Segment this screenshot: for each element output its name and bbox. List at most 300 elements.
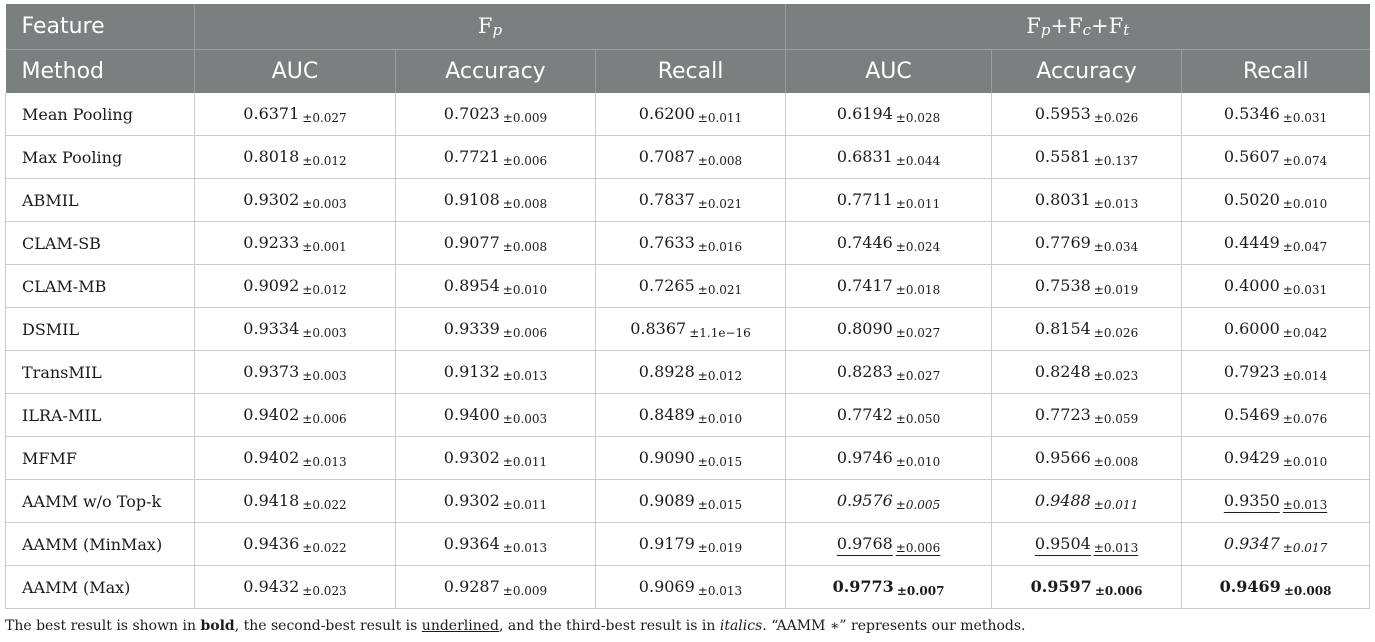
metric-value: 0.7087 xyxy=(638,146,695,166)
metric-cell xyxy=(596,222,786,265)
group-header-combined-c-sub: c xyxy=(1082,21,1092,39)
metric-value-group xyxy=(444,405,547,424)
table-row xyxy=(6,308,1370,351)
metric-std: ±0.016 xyxy=(697,239,743,254)
metric-std: ±0.010 xyxy=(895,454,941,469)
metric-value-group xyxy=(1220,577,1332,596)
metric-value: 0.9400 xyxy=(443,404,500,424)
metric-std: ±0.013 xyxy=(1282,497,1328,512)
metric-std: ±0.050 xyxy=(895,411,941,426)
method-name-cell: MFMF xyxy=(6,437,195,480)
metric-value: 0.5346 xyxy=(1223,103,1280,123)
method-name-cell: AAMM (Max) xyxy=(6,566,195,609)
metric-value: 0.9334 xyxy=(243,318,300,338)
metric-value-group xyxy=(1224,104,1327,123)
metric-value-group xyxy=(837,534,940,553)
metric-std: ±0.074 xyxy=(1282,153,1328,168)
group-header-combined-c-base: F xyxy=(1068,14,1083,38)
metric-value: 0.8928 xyxy=(638,361,695,381)
table-row xyxy=(6,480,1370,523)
metric-std: ±0.023 xyxy=(302,583,347,598)
metric-std: ±0.010 xyxy=(697,411,743,426)
group-header-combined-t-sub: t xyxy=(1123,21,1130,39)
metric-value: 0.5020 xyxy=(1223,189,1280,209)
metric-std: ±0.015 xyxy=(697,497,743,512)
metric-std: ±0.013 xyxy=(1093,196,1139,211)
metric-value: 0.9436 xyxy=(243,533,300,553)
metric-std: ±0.014 xyxy=(1282,368,1328,383)
metric-value: 0.4000 xyxy=(1223,275,1280,295)
metric-value: 0.7023 xyxy=(443,103,500,123)
metric-value-group xyxy=(837,491,940,510)
metric-value-group xyxy=(837,448,940,467)
metric-std: ±0.010 xyxy=(1282,454,1328,469)
metric-value-group xyxy=(243,147,346,166)
metric-value-group xyxy=(444,448,547,467)
metric-value: 0.9488 xyxy=(1034,490,1091,510)
metric-value-group xyxy=(1035,319,1138,338)
metric-value-group xyxy=(837,319,940,338)
metric-value: 0.9418 xyxy=(243,490,300,510)
metric-cell xyxy=(992,265,1182,308)
metric-value: 0.9402 xyxy=(243,404,300,424)
metric-cell xyxy=(992,480,1182,523)
metric-value: 0.9402 xyxy=(243,447,300,467)
metric-cell xyxy=(596,566,786,609)
table-row xyxy=(6,222,1370,265)
footnote-text-4: . “AAMM ∗” represents our methods. xyxy=(762,618,1026,634)
metric-header-fp-accuracy: Accuracy xyxy=(396,50,596,94)
metric-std: ±0.011 xyxy=(502,454,548,469)
metric-cell xyxy=(596,351,786,394)
metric-cell xyxy=(396,265,596,308)
metric-std: ±0.010 xyxy=(1282,196,1328,211)
metric-value-group xyxy=(1035,448,1138,467)
metric-std: ±0.019 xyxy=(1093,282,1139,297)
table-row xyxy=(6,93,1370,136)
metric-cell xyxy=(195,265,396,308)
group-header-fp-sub: p xyxy=(492,21,503,39)
metric-header-combined-auc: AUC xyxy=(786,50,992,94)
metric-cell xyxy=(596,265,786,308)
metric-value-group xyxy=(1224,491,1327,510)
metric-std: ±0.012 xyxy=(302,282,347,297)
metric-std: ±0.003 xyxy=(302,325,347,340)
metric-cell xyxy=(786,222,992,265)
metric-cell xyxy=(195,308,396,351)
metric-value-group xyxy=(1035,362,1138,381)
metric-value-group xyxy=(639,147,742,166)
group-header-combined-p-sub: p xyxy=(1040,21,1051,39)
table-row xyxy=(6,523,1370,566)
metric-std: ±0.047 xyxy=(1282,239,1328,254)
metric-value-group xyxy=(639,233,742,252)
metric-value-group xyxy=(243,448,346,467)
metric-std: ±0.011 xyxy=(697,110,743,125)
metric-cell xyxy=(596,93,786,136)
metric-value: 0.9566 xyxy=(1034,447,1091,467)
method-name-cell: CLAM-SB xyxy=(6,222,195,265)
metric-std: ±0.007 xyxy=(896,583,945,598)
metric-value: 0.9350 xyxy=(1223,490,1280,510)
metric-std: ±0.011 xyxy=(502,497,548,512)
metric-value: 0.7633 xyxy=(638,232,695,252)
metric-value-group xyxy=(630,319,751,338)
table-header xyxy=(6,4,1370,93)
metric-value: 0.9179 xyxy=(638,533,695,553)
metric-value-group xyxy=(1035,147,1138,166)
metric-cell xyxy=(1182,136,1370,179)
metric-std: ±0.003 xyxy=(302,196,347,211)
metric-value-group xyxy=(1224,405,1327,424)
metric-value-group xyxy=(837,147,940,166)
metric-value-group xyxy=(639,276,742,295)
metric-cell xyxy=(596,394,786,437)
metric-value-group xyxy=(837,233,940,252)
metric-std: ±0.013 xyxy=(302,454,347,469)
table-row xyxy=(6,179,1370,222)
metric-std: ±0.027 xyxy=(302,110,347,125)
metric-cell xyxy=(596,437,786,480)
metric-value-group xyxy=(1224,190,1327,209)
metric-cell xyxy=(396,179,596,222)
metric-cell xyxy=(1182,394,1370,437)
metric-value-group xyxy=(1224,276,1327,295)
metric-value-group xyxy=(1224,319,1327,338)
metric-std: ±0.011 xyxy=(1093,497,1139,512)
metric-value-group xyxy=(837,405,940,424)
metric-std: ±0.044 xyxy=(895,153,941,168)
metric-value-group xyxy=(837,276,940,295)
metric-std: ±0.021 xyxy=(697,282,743,297)
metric-std: ±0.031 xyxy=(1282,110,1328,125)
metric-cell xyxy=(786,136,992,179)
metric-cell xyxy=(992,437,1182,480)
metric-value-group xyxy=(243,405,346,424)
metric-std: ±0.137 xyxy=(1093,153,1139,168)
metric-value-group xyxy=(1224,448,1327,467)
metric-std: ±0.013 xyxy=(697,583,743,598)
metric-std: ±0.059 xyxy=(1093,411,1139,426)
metric-value: 0.9108 xyxy=(443,189,500,209)
metric-cell xyxy=(596,523,786,566)
metric-std: ±0.008 xyxy=(697,153,743,168)
group-header-combined-plus-1: + xyxy=(1050,14,1069,38)
metric-std: ±0.003 xyxy=(302,368,347,383)
metric-std: ±0.023 xyxy=(1093,368,1139,383)
metric-value: 0.9432 xyxy=(243,576,300,596)
metric-cell xyxy=(195,523,396,566)
metric-cell xyxy=(786,179,992,222)
metric-value-group xyxy=(444,534,547,553)
table-row xyxy=(6,394,1370,437)
metric-cell xyxy=(1182,265,1370,308)
metric-value: 0.9077 xyxy=(443,232,500,252)
metric-value-group xyxy=(444,233,547,252)
metric-std: ±0.042 xyxy=(1282,325,1328,340)
metric-std: ±0.009 xyxy=(502,583,548,598)
metric-value-group xyxy=(833,577,945,596)
metric-value: 0.9233 xyxy=(243,232,300,252)
metric-cell xyxy=(992,351,1182,394)
metric-value-group xyxy=(243,577,346,596)
metric-value: 0.7446 xyxy=(836,232,893,252)
metric-cell xyxy=(992,394,1182,437)
metric-std: ±0.009 xyxy=(502,110,548,125)
footnote-text-2: , the second-best result is xyxy=(234,618,422,634)
metric-value-group xyxy=(243,233,346,252)
metric-value-group xyxy=(1224,362,1327,381)
table-body xyxy=(6,93,1370,609)
metric-cell xyxy=(396,222,596,265)
metric-value: 0.7721 xyxy=(443,146,500,166)
metric-std: ±0.013 xyxy=(502,368,548,383)
metric-value-group xyxy=(837,190,940,209)
metric-cell xyxy=(786,308,992,351)
metric-value: 0.9373 xyxy=(243,361,300,381)
metric-std: ±0.024 xyxy=(895,239,941,254)
metric-cell xyxy=(396,437,596,480)
method-name-cell: Max Pooling xyxy=(6,136,195,179)
metric-value: 0.6200 xyxy=(638,103,695,123)
metric-cell xyxy=(396,136,596,179)
metric-cell xyxy=(1182,179,1370,222)
metric-cell xyxy=(786,351,992,394)
metric-cell xyxy=(992,222,1182,265)
metric-cell xyxy=(992,523,1182,566)
metric-value-group xyxy=(444,147,547,166)
metric-value: 0.7711 xyxy=(836,189,893,209)
metric-std: ±0.008 xyxy=(502,196,548,211)
metric-cell xyxy=(596,308,786,351)
metric-value-group xyxy=(1035,233,1138,252)
metric-std: ±0.006 xyxy=(502,153,548,168)
metric-std: ±0.013 xyxy=(502,540,548,555)
metric-value: 0.8283 xyxy=(836,361,893,381)
method-name-cell: AAMM (MinMax) xyxy=(6,523,195,566)
metric-value-group xyxy=(444,319,547,338)
metric-cell xyxy=(786,265,992,308)
metric-value-group xyxy=(639,491,742,510)
metric-cell xyxy=(195,136,396,179)
metric-std: ±0.028 xyxy=(895,110,941,125)
metric-value-group xyxy=(1035,534,1138,553)
metric-cell xyxy=(992,308,1182,351)
method-name-cell: ILRA-MIL xyxy=(6,394,195,437)
group-header-fp-base: F xyxy=(477,14,493,38)
metric-std: ±0.006 xyxy=(1094,583,1143,598)
metric-value: 0.7769 xyxy=(1034,232,1091,252)
metric-std: ±1.1e−16 xyxy=(689,325,751,340)
group-header-combined-plus-2: + xyxy=(1091,14,1109,38)
metric-value-group xyxy=(639,362,742,381)
metric-header-fp-recall: Recall xyxy=(596,50,786,94)
method-name-cell: CLAM-MB xyxy=(6,265,195,308)
metric-value: 0.7742 xyxy=(836,404,893,424)
metric-std: ±0.018 xyxy=(895,282,941,297)
metric-value: 0.8154 xyxy=(1034,318,1091,338)
metric-cell xyxy=(396,308,596,351)
metric-value: 0.5607 xyxy=(1223,146,1280,166)
metric-cell xyxy=(195,351,396,394)
metric-value: 0.9287 xyxy=(443,576,500,596)
metric-value: 0.9768 xyxy=(836,533,893,553)
metric-value-group xyxy=(444,491,547,510)
results-table xyxy=(5,4,1370,609)
metric-cell xyxy=(992,136,1182,179)
table-row xyxy=(6,437,1370,480)
group-header-combined-t-base: F xyxy=(1108,14,1124,38)
metric-value: 0.5469 xyxy=(1223,404,1280,424)
metric-std: ±0.021 xyxy=(697,196,743,211)
metric-cell xyxy=(195,480,396,523)
footnote-italics: italics xyxy=(719,618,763,634)
metric-value: 0.9364 xyxy=(443,533,500,553)
metric-cell xyxy=(596,136,786,179)
metric-value-group xyxy=(243,104,346,123)
metric-value-group xyxy=(1035,190,1138,209)
metric-value-group xyxy=(243,276,346,295)
footnote-text-3: , and the third-best result is in xyxy=(499,618,720,634)
metric-value: 0.9302 xyxy=(443,490,500,510)
metric-cell xyxy=(992,566,1182,609)
metric-std: ±0.026 xyxy=(1093,325,1139,340)
metric-value: 0.9302 xyxy=(243,189,300,209)
metric-value-group xyxy=(1224,534,1327,553)
metric-cell xyxy=(396,93,596,136)
metric-value: 0.9302 xyxy=(443,447,500,467)
metric-value: 0.9429 xyxy=(1223,447,1280,467)
table-row xyxy=(6,351,1370,394)
metric-cell xyxy=(1182,480,1370,523)
metric-std: ±0.031 xyxy=(1282,282,1328,297)
metric-cell xyxy=(786,480,992,523)
metric-value: 0.8090 xyxy=(836,318,893,338)
method-name-cell: Mean Pooling xyxy=(6,93,195,136)
metric-header-fp-auc: AUC xyxy=(195,50,396,94)
metric-std: ±0.008 xyxy=(1283,583,1332,598)
metric-std: ±0.019 xyxy=(697,540,743,555)
metric-value: 0.5953 xyxy=(1034,103,1091,123)
metric-value-group xyxy=(639,534,742,553)
feature-header: Feature xyxy=(6,4,195,50)
metric-std: ±0.006 xyxy=(895,540,941,555)
metric-std: ±0.017 xyxy=(1282,540,1328,555)
metric-std: ±0.027 xyxy=(895,325,941,340)
metric-cell xyxy=(992,93,1182,136)
metric-value-group xyxy=(444,577,547,596)
metric-value-group xyxy=(243,319,346,338)
method-name-cell: ABMIL xyxy=(6,179,195,222)
metric-value: 0.7923 xyxy=(1223,361,1280,381)
metric-cell xyxy=(195,566,396,609)
metric-value-group xyxy=(639,577,742,596)
metric-cell xyxy=(195,222,396,265)
metric-value-group xyxy=(1035,405,1138,424)
metric-cell xyxy=(1182,222,1370,265)
metric-std: ±0.003 xyxy=(502,411,548,426)
metric-std: ±0.010 xyxy=(502,282,548,297)
table-row xyxy=(6,566,1370,609)
metric-value: 0.7417 xyxy=(836,275,893,295)
metric-cell xyxy=(992,179,1182,222)
metric-value: 0.9347 xyxy=(1223,533,1280,553)
method-name-cell: DSMIL xyxy=(6,308,195,351)
metric-cell xyxy=(596,480,786,523)
metric-value: 0.8489 xyxy=(638,404,695,424)
metric-std: ±0.022 xyxy=(302,540,347,555)
method-header: Method xyxy=(6,50,195,94)
metric-cell xyxy=(396,566,596,609)
metric-cell xyxy=(1182,351,1370,394)
metric-cell xyxy=(195,394,396,437)
metric-value: 0.8248 xyxy=(1034,361,1091,381)
metric-std: ±0.012 xyxy=(697,368,743,383)
metric-value: 0.9132 xyxy=(443,361,500,381)
metric-value: 0.7265 xyxy=(638,275,695,295)
footnote-underlined: underlined xyxy=(421,618,499,634)
metric-std: ±0.006 xyxy=(302,411,347,426)
metric-cell xyxy=(786,394,992,437)
metric-value-group xyxy=(1035,276,1138,295)
metric-value: 0.6371 xyxy=(243,103,300,123)
results-table-container xyxy=(5,4,1369,609)
metric-std: ±0.015 xyxy=(697,454,743,469)
metric-cell xyxy=(1182,437,1370,480)
metric-value: 0.9504 xyxy=(1034,533,1091,553)
metric-value-group xyxy=(444,276,547,295)
metric-cell xyxy=(786,93,992,136)
metric-cell xyxy=(1182,566,1370,609)
metric-value: 0.9090 xyxy=(638,447,695,467)
metric-value-group xyxy=(639,448,742,467)
metric-value-group xyxy=(639,405,742,424)
metric-cell xyxy=(786,523,992,566)
metric-value: 0.6000 xyxy=(1223,318,1280,338)
metric-cell xyxy=(1182,308,1370,351)
metric-value-group xyxy=(639,190,742,209)
metric-cell xyxy=(396,480,596,523)
metric-cell xyxy=(1182,93,1370,136)
metric-value: 0.4449 xyxy=(1223,232,1280,252)
metric-value-group xyxy=(243,362,346,381)
metric-std: ±0.013 xyxy=(1093,540,1139,555)
method-name-cell: TransMIL xyxy=(6,351,195,394)
metric-value: 0.5581 xyxy=(1034,146,1091,166)
metric-value: 0.6831 xyxy=(836,146,893,166)
metric-value-group xyxy=(837,362,940,381)
metric-std: ±0.034 xyxy=(1093,239,1139,254)
metric-cell xyxy=(195,179,396,222)
metric-value-group xyxy=(444,190,547,209)
metric-header-combined-recall: Recall xyxy=(1182,50,1370,94)
metric-value-group xyxy=(1224,147,1327,166)
metric-value: 0.9092 xyxy=(243,275,300,295)
metric-value-group xyxy=(243,491,346,510)
metric-value: 0.9469 xyxy=(1219,576,1281,596)
metric-std: ±0.008 xyxy=(502,239,548,254)
metric-value-group xyxy=(1224,233,1327,252)
metric-cell xyxy=(596,179,786,222)
footnote xyxy=(5,618,1026,634)
metric-std: ±0.022 xyxy=(302,497,347,512)
metric-cell xyxy=(195,93,396,136)
metric-header-combined-accuracy: Accuracy xyxy=(992,50,1182,94)
metric-cell xyxy=(396,351,596,394)
metric-value-group xyxy=(243,190,346,209)
metric-std: ±0.008 xyxy=(1093,454,1139,469)
group-header-combined-p-base: F xyxy=(1026,14,1041,38)
